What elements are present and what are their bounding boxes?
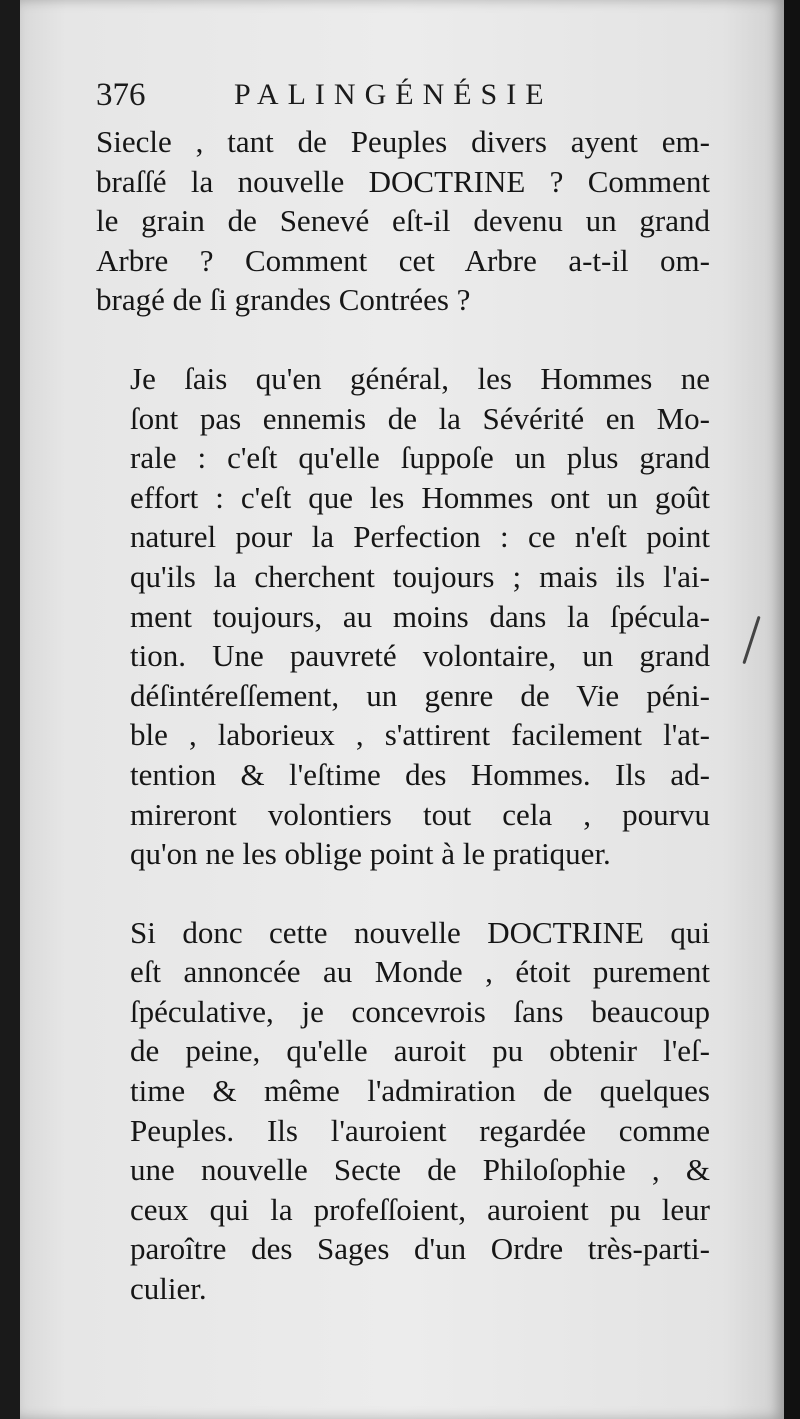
- paragraph-1: [96, 122, 710, 320]
- text-line: tention & l'eſtime des Hommes. Ils ad-: [130, 756, 710, 792]
- text-line: Siecle , tant de Peuples divers ayent em-: [96, 124, 710, 159]
- text-line: le grain de Senevé eſt-il devenu un grand: [96, 203, 710, 239]
- text-line: Peuples. Ils l'auroient regardée comme: [130, 1112, 710, 1148]
- book-page: [20, 0, 784, 1419]
- text-line: bragé de ſi grandes Contrées ?: [96, 282, 471, 318]
- scan-border: [784, 0, 800, 1419]
- text-line: qu'ils la cherchent toujours ; mais ils l'ai-: [130, 558, 710, 594]
- text-line: rale : c'eſt qu'elle ſuppoſe un plus grand: [130, 440, 710, 476]
- text-line: naturel pour la Perfection : ce n'eſt point: [130, 519, 710, 555]
- text-line: ble , laborieux , s'attirent facilement l'at-: [130, 717, 710, 753]
- text-line: une nouvelle Secte de Philoſophie , &: [130, 1152, 710, 1188]
- paragraph-3: [96, 913, 710, 1309]
- text-line: tion. Une pauvreté volontaire, un grand: [130, 638, 710, 674]
- text-line: paroître des Sages d'un Ordre très-parti-: [130, 1231, 710, 1267]
- text-line: qu'on ne les oblige point à le pratiquer.: [130, 836, 611, 872]
- running-title: PALINGÉNÉSIE: [234, 78, 553, 111]
- text-line: mireront volontiers tout cela , pourvu: [130, 796, 710, 832]
- text-line: déſintéreſſement, un genre de Vie péni-: [130, 677, 710, 713]
- text-line: culier.: [130, 1271, 207, 1307]
- text-line: braſſé la nouvelle DOCTRINE ? Comment: [96, 163, 710, 199]
- text-line: ſpéculative, je concevrois ſans beaucoup: [130, 993, 710, 1029]
- ink-mark: [742, 616, 760, 664]
- text-line: ſont pas ennemis de la Sévérité en Mo-: [130, 400, 710, 436]
- text-line: de peine, qu'elle auroit pu obtenir l'eſ-: [130, 1033, 710, 1069]
- text-line: eſt annoncée au Monde , étoit purement: [130, 954, 710, 990]
- text-line: ceux qui la profeſſoient, auroient pu leur: [130, 1191, 710, 1227]
- page-number: 376: [96, 77, 146, 113]
- text-line: ment toujours, au moins dans la ſpécula-: [130, 598, 710, 634]
- text-line: time & même l'admiration de quelques: [130, 1073, 710, 1109]
- text-line: Je ſais qu'en général, les Hommes ne: [130, 360, 710, 396]
- text-line: Si donc cette nouvelle DOCTRINE qui: [130, 914, 710, 950]
- body-text: [96, 122, 710, 1309]
- text-line: effort : c'eſt que les Hommes ont un goût: [130, 479, 710, 515]
- page-header: [96, 72, 716, 118]
- paragraph-2: [96, 359, 710, 874]
- text-line: Arbre ? Comment cet Arbre a-t-il om-: [96, 242, 710, 278]
